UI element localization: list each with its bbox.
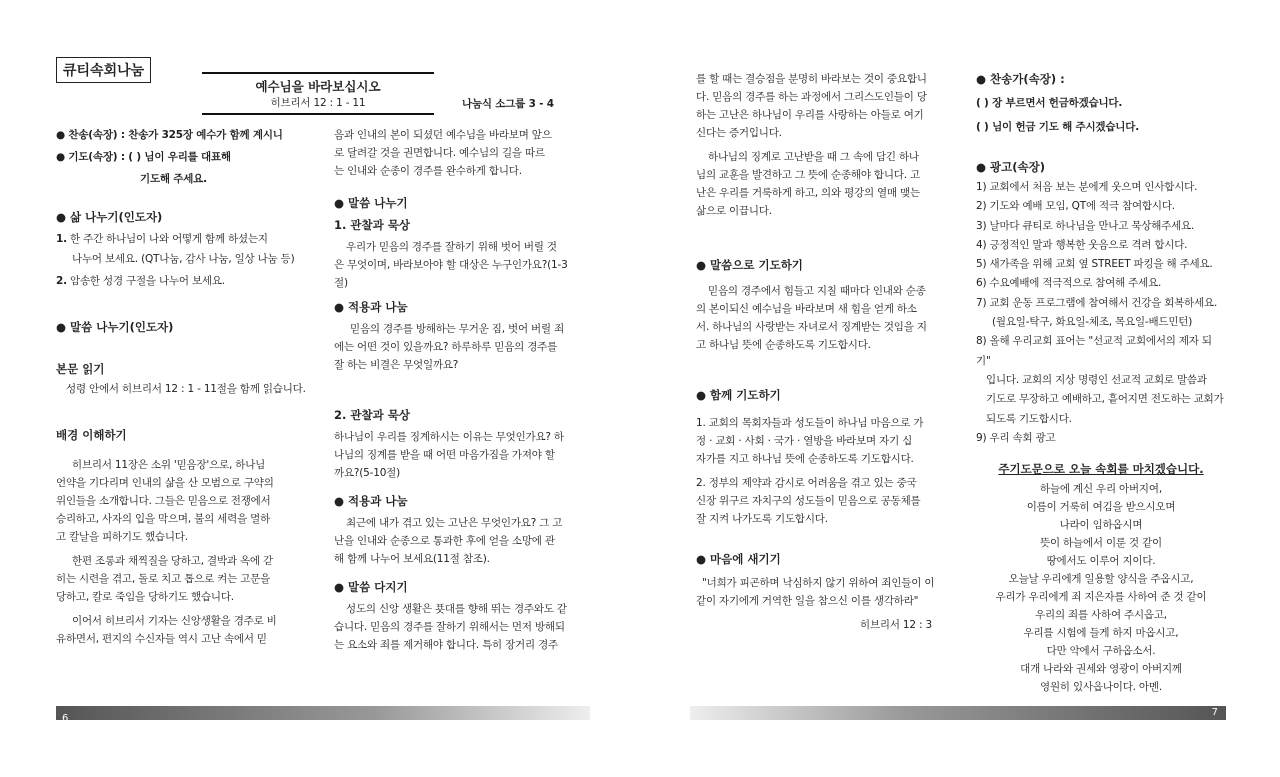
announcements-list — [976, 178, 1226, 448]
brand-label: 큐티속회나눔 — [63, 63, 145, 79]
observation-1-text: 우리가 믿음의 경주를 잘하기 위해 벗어 버릴 것 은 무엇이며, 바라보아야 할 대상은 누구인가요?(1-3 절) — [334, 241, 568, 289]
brand-box — [56, 57, 151, 83]
resolve-text: 성도의 신앙 생활은 푯대를 향해 뛰는 경주와도 같 습니다. 믿음의 경주를 잘하기 위해서는 먼저 방해되 는 요소와 죄를 제거해야 합니다. 특히 장거리 경주 — [334, 603, 567, 651]
resolve-title: ● 말씀 다지기 — [334, 580, 408, 594]
prayer-line: ● 기도(속장) : ( ) 님이 우리를 대표해 — [56, 151, 231, 163]
word-share-title: ● 말씀 나누기(인도자) — [56, 320, 174, 334]
text-line: 는 인내와 순종이 경주를 완수하게 합니다. — [334, 165, 522, 177]
memorize-reference: 히브리서 12 : 3 — [860, 619, 932, 631]
lords-prayer: 하늘에 계신 우리 아버지여, 이름이 거룩히 여김을 받으시오며 나라이 임하옵시며 뜻이 하늘에서 이룬 것 같이 땅에서도 이루어 지이다. 오늘날 우리에게 일용할 양식을 주옵시고, 우리가 우리에게 죄 지은자를 사하여 준 것 같이 우리의 죄를 사하여 주시옵고, 우리를 시험에 들게 하지 마옵시고, 다만 악에서 구하옵소서. 대개 나라와 권세와 영광이 아버지께 영원히 있사옵나이다. 아멘. — [995, 483, 1207, 694]
left-column-2 — [334, 126, 588, 654]
offering-prayer-line: ( ) 님이 헌금 기도 해 주시겠습니다. — [976, 121, 1139, 133]
pray-with-word-text: 믿음의 경주에서 힘들고 지칠 때마다 인내와 순종 의 본이되신 예수님을 바라보며 새 힘을 얻게 하소 서. 하나님의 사랑받는 자녀로서 징계받는 것임을 지 고 하나님 뜻에 순종하도록 기도합시다. — [696, 285, 927, 351]
pray-with-word-title: ● 말씀으로 기도하기 — [696, 258, 803, 272]
hymn-title: ● 찬송가(속장) : — [976, 72, 1065, 86]
lesson-title: 예수님을 바라보십시오 — [255, 79, 381, 94]
memorize-verse: "너희가 피곤하며 낙심하지 않기 위하여 죄인들이 이 같이 자기에게 거역한 일을 참으신 이를 생각하라" — [696, 577, 935, 607]
list-item: 7) 교회 운동 프로그램에 참여해서 건강을 회복하세요. — [976, 296, 1218, 309]
apply-2-text: 최근에 내가 겪고 있는 고난은 무엇인가요? 그 고 난을 인내와 순종으로 통과한 후에 얻을 소망에 관 해 함께 나누어 보세요(11절 참조). — [334, 517, 563, 565]
background-paragraph-1: 히브리서 11장은 소위 '믿음장'으로, 하나님 언약을 기다리며 인내의 삶을 산 모범으로 구약의 위인들을 소개합니다. 그들은 믿음으로 전쟁에서 승리하고, 사자의 입을 막으며, 불의 세력을 멸하 고 칼날을 피하기도 했습니다. — [56, 459, 274, 543]
text-line: 하는 고난은 하나님이 우리를 사랑하는 아들로 여기 — [696, 109, 924, 121]
header-rule-top — [202, 72, 434, 74]
prayer-line-2: 기도해 주세요. — [140, 173, 207, 185]
word-share-heading: ● 말씀 나누기 — [334, 196, 408, 210]
list-item: 나누어 보세요. (QT나눔, 감사 나눔, 일상 나눔 등) — [72, 253, 295, 265]
list-item: 4) 긍정적인 말과 행복한 웃음으로 격려 합시다. — [976, 238, 1188, 251]
text-line: 로 달려갈 것을 권면합니다. 예수님의 길을 따르 — [334, 147, 545, 159]
announcements-title: ● 광고(속장) — [976, 160, 1045, 174]
text-line: 를 할 때는 결승점을 분명히 바라보는 것이 중요합니 — [696, 73, 927, 85]
paragraph: 하나님의 징계로 고난받을 때 그 속에 담긴 하나 님의 교훈을 발견하고 그 뜻에 순종해야 합니다. 고 난은 우리를 거룩하게 하고, 의와 평강의 열매 맺는 삶으로 이끕니다. — [696, 151, 920, 217]
text-line: 다. 믿음의 경주를 하는 과정에서 그리스도인들이 당 — [696, 91, 927, 103]
reading-text: 성령 안에서 히브리서 12 : 1 - 11절을 함께 읽습니다. — [66, 383, 306, 395]
pray-together-title: ● 함께 기도하기 — [696, 388, 781, 402]
list-item: 5) 새가족을 위해 교회 옆 STREET 파킹을 해 주세요. — [976, 258, 1213, 271]
hymn-offering-line: ( ) 장 부르면서 헌금하겠습니다. — [976, 97, 1123, 109]
list-item: 1. 한 주간 하나님이 나와 어떻게 함께 하셨는지 — [56, 233, 268, 245]
list-item: 3) 날마다 큐티로 하나님을 만나고 묵상해주세요. — [976, 219, 1195, 232]
reading-title: 본문 읽기 — [56, 362, 105, 376]
lesson-reference: 히브리서 12 : 1 - 11 — [270, 97, 366, 109]
list-item: 입니다. 교회의 지상 명령인 선교적 교회로 말씀과 — [986, 373, 1207, 386]
group-label: 나눔식 소그룹 3 - 4 — [462, 98, 554, 110]
footer-bar-left — [56, 706, 590, 724]
list-item: 9) 우리 속회 광고 — [976, 431, 1056, 444]
hymn-line: ● 찬송(속장) : 찬송가 325장 예수가 함께 계시니 — [56, 129, 283, 141]
life-share-title: ● 삶 나누기(인도자) — [56, 210, 163, 224]
list-item: (월요일-탁구, 화요일-체조, 목요일-배드민턴) — [992, 316, 1193, 329]
list-item: 8) 올해 우리교회 표어는 "선교적 교회에서의 제자 되기" — [976, 335, 1212, 367]
list-item: 2) 기도와 예배 모임, QT에 적극 참여합시다. — [976, 200, 1175, 213]
background-title: 배경 이해하기 — [56, 428, 127, 442]
list-item: 기도로 무장하고 예배하고, 흩어지면 전도하는 교회가 — [986, 393, 1224, 406]
page-number: 6 — [62, 713, 69, 724]
background-paragraph-3: 이어서 히브리서 기자는 신앙생활을 경주로 비 유하면서, 편지의 수신자들 역시 고난 속에서 믿 — [56, 615, 277, 645]
apply-1-text: 믿음의 경주를 방해하는 무거운 짐, 벗어 버릴 죄 에는 어떤 것이 있을까요? 하루하루 믿음의 경주를 잘 하는 비결은 무엇일까요? — [334, 323, 565, 371]
page-number: 7 — [1211, 707, 1218, 718]
background-paragraph-2: 한편 조롱과 채찍질을 당하고, 결박과 옥에 갇 히는 시련을 겪고, 돌로 치고 톱으로 켜는 고문을 당하고, 칼로 죽임을 당하기도 했습니다. — [56, 555, 273, 603]
observation-2-text: 하나님이 우리를 징계하시는 이유는 무엇인가요? 하 나님의 징계를 받을 때 어떤 마음가짐을 가져야 할 까요?(5-10절) — [334, 431, 564, 479]
list-item: 2. 암송한 성경 구절을 나누어 보세요. — [56, 275, 225, 287]
pray-together-1: 1. 교회의 목회자들과 성도들이 하나님 마음으로 가 정 · 교회 · 사회 · 국가 · 열방을 바라보며 자기 십 자가를 지고 하나님 뜻에 순종하도록 기도합시다. — [696, 417, 924, 465]
left-column-1 — [56, 126, 312, 648]
header-rule-bottom — [202, 113, 434, 115]
observation-2-title: 2. 관찰과 묵상 — [334, 408, 410, 422]
list-item: 6) 수요예배에 적극적으로 참여해 주세요. — [976, 277, 1162, 290]
apply-1-title: ● 적용과 나눔 — [334, 300, 408, 314]
footer-bar-right — [690, 706, 1226, 720]
right-column-2 — [976, 70, 1226, 696]
apply-2-title: ● 적용과 나눔 — [334, 494, 408, 508]
list-item: 되도록 기도합시다. — [986, 412, 1072, 425]
closing-title: 주기도문으로 오늘 속회를 마치겠습니다. — [998, 462, 1204, 477]
right-column-1 — [696, 70, 948, 634]
text-line: 신다는 증거입니다. — [696, 127, 782, 139]
pray-together-2: 2. 정부의 제약과 감시로 어려움을 겪고 있는 중국 신장 위구르 자치구의 성도들이 믿음으로 공동체를 잘 지켜 나가도록 기도합시다. — [696, 477, 921, 525]
memorize-title: ● 마음에 새기기 — [696, 552, 781, 566]
text-line: 음과 인내의 본이 되셨던 예수님을 바라보며 앞으 — [334, 129, 552, 141]
list-item: 1) 교회에서 처음 보는 분에게 웃으며 인사합시다. — [976, 181, 1198, 193]
life-share-list — [56, 230, 312, 290]
observation-1-title: 1. 관찰과 묵상 — [334, 218, 410, 232]
